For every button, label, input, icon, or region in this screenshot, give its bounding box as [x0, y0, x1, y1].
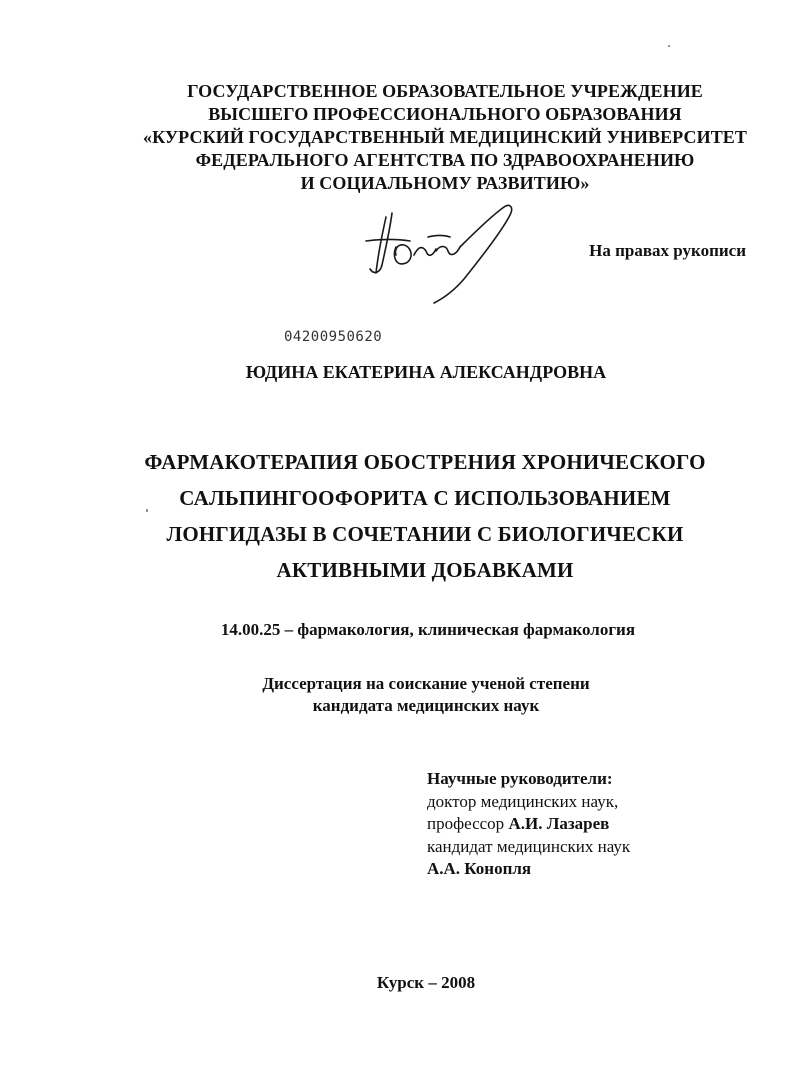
supervisor-1-title: профессор — [427, 814, 505, 833]
supervisor-1-name: А.И. Лазарев — [508, 814, 610, 833]
supervisor-1-line — [427, 813, 630, 836]
degree-statement — [0, 673, 792, 717]
supervisors-heading: Научные руководители: — [427, 769, 613, 788]
institution-line: «КУРСКИЙ ГОСУДАРСТВЕННЫЙ МЕДИЦИНСКИЙ УНИВЕРСИТЕТ — [142, 127, 748, 147]
title-line: АКТИВНЫМИ ДОБАВКАМИ — [276, 558, 574, 582]
degree-line: кандидата медицинских наук — [312, 696, 540, 715]
scan-speck — [146, 509, 148, 512]
supervisors-block — [427, 768, 630, 881]
title-line: САЛЬПИНГООФОРИТА С ИСПОЛЬЗОВАНИЕМ — [179, 486, 671, 510]
city-year: Курск – 2008 — [376, 973, 476, 992]
supervisor-2-name: А.А. Конопля — [427, 859, 532, 878]
archive-code: 04200950620 — [284, 329, 383, 345]
title-line: ФАРМАКОТЕРАПИЯ ОБОСТРЕНИЯ ХРОНИЧЕСКОГО — [144, 450, 706, 474]
supervisor-2-degree: кандидат медицинских наук — [427, 836, 631, 856]
speciality-code: 14.00.25 – фармакология, клиническая фармакология — [220, 620, 636, 639]
manuscript-rights-note: На правах рукописи — [589, 241, 746, 260]
supervisor-1-degree: доктор медицинских наук, — [427, 791, 619, 811]
degree-line: Диссертация на соискание ученой степени — [262, 674, 590, 693]
institution-line: ФЕДЕРАЛЬНОГО АГЕНТСТВА ПО ЗДРАВООХРАНЕНИЮ — [195, 150, 695, 170]
author-name: ЮДИНА ЕКАТЕРИНА АЛЕКСАНДРОВНА — [245, 362, 607, 382]
signature-icon — [352, 195, 532, 310]
institution-line: ГОСУДАРСТВЕННОЕ ОБРАЗОВАТЕЛЬНОЕ УЧРЕЖДЕНИЕ — [187, 81, 703, 101]
scan-speck — [668, 45, 670, 47]
institution-line: И СОЦИАЛЬНОМУ РАЗВИТИЮ» — [300, 173, 590, 193]
institution-line: ВЫСШЕГО ПРОФЕССИОНАЛЬНОГО ОБРАЗОВАНИЯ — [208, 104, 682, 124]
dissertation-title — [0, 444, 792, 588]
title-line: ЛОНГИДАЗЫ В СОЧЕТАНИИ С БИОЛОГИЧЕСКИ — [166, 522, 684, 546]
institution-header — [0, 80, 792, 195]
